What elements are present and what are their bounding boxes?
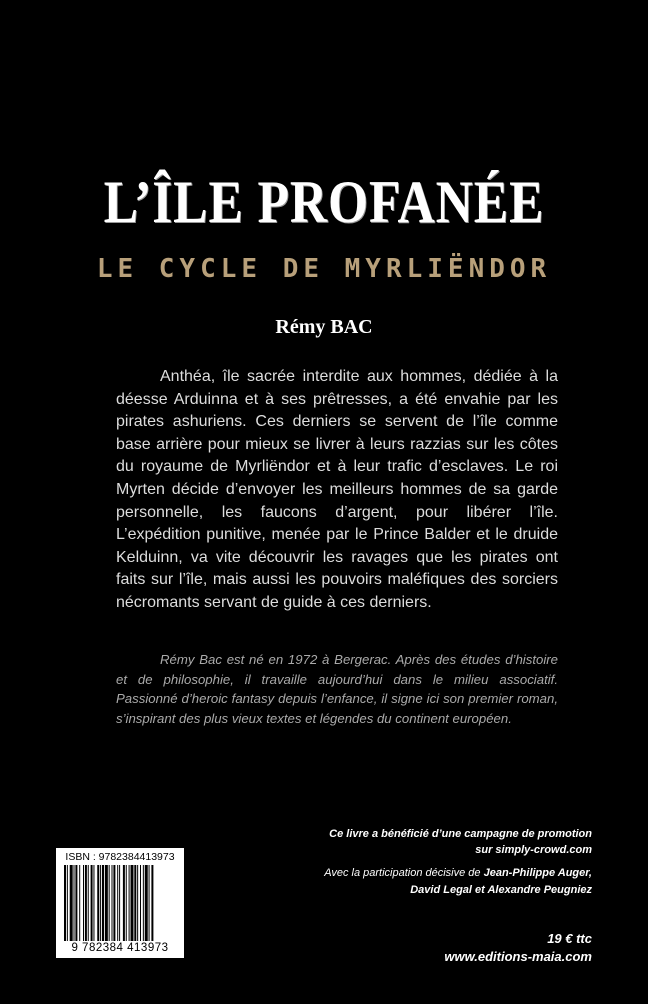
- barcode-bar: [67, 865, 68, 941]
- participation-names-1: Jean-Philippe Auger,: [483, 867, 592, 879]
- barcode-bar: [143, 865, 144, 941]
- barcode-bar: [109, 865, 110, 941]
- barcode-bar: [149, 865, 150, 941]
- barcode-bar: [117, 865, 118, 941]
- synopsis-paragraph: Anthéa, île sacrée interdite aux hommes, dédiée à la déesse Arduinna et à ses prêtresses, a été envahie par les pirates ashuriens. Ces derniers se servent de l’île comme base arrière pour mieux se livrer à leurs razzias sur les côtes du royaume de Myrliëndor et à leur trafic d’esclaves. Le roi Myrten décide d’envoyer les meilleurs hommes de sa garde personnelle, les faucons d’argent, pour libérer l’île. L’expédition punitive, menée par le Prince Balder et le druide Kelduinn, va vite découvrir les ravages que les pirates ont faits sur l’île, mais aussi les pouvoirs maléfiques des sorciers nécromants servant de guide à ces derniers.: [116, 368, 558, 611]
- barcode: [56, 848, 184, 958]
- promo-site: simply-crowd.com: [495, 844, 592, 856]
- barcode-bar: [113, 865, 115, 941]
- author-name: Rémy BAC: [275, 316, 373, 338]
- participation-names-2: David Legal et Alexandre Peugniez: [410, 884, 592, 896]
- barcode-bar: [64, 865, 66, 941]
- barcode-bar: [97, 865, 99, 941]
- publisher-website: www.editions-maia.com: [444, 949, 592, 964]
- promo-note: [252, 826, 592, 858]
- author-bio: Rémy Bac est né en 1972 à Bergerac. Après des études d’histoire et de philosophie, il travaille aujourd’hui dans le milieu associatif. Passionné d’heroic fantasy depuis l’enfance, il signe ici son premier roman, s’inspirant des plus vieux textes et légendes du continent européen.: [116, 652, 558, 726]
- promo-line-2-prefix: sur: [475, 844, 496, 856]
- promo-line-1: Ce livre a bénéficié d’une campagne de promotion: [329, 828, 592, 840]
- barcode-bar: [88, 865, 89, 941]
- barcode-bar: [70, 865, 73, 941]
- barcode-bar: [83, 865, 84, 941]
- barcode-bar: [140, 865, 141, 941]
- barcode-bar: [112, 865, 113, 941]
- barcode-bar: [131, 865, 134, 941]
- barcode-bar: [93, 865, 94, 941]
- barcode-bar: [75, 865, 77, 941]
- barcode-bar: [151, 865, 153, 941]
- participation-note: [192, 865, 592, 899]
- book-title: L’ÎLE PROFANÉE: [103, 169, 545, 235]
- barcode-bar: [74, 865, 75, 941]
- barcode-bar: [134, 865, 136, 941]
- isbn-label: ISBN : 9782384413973: [65, 851, 175, 863]
- barcode-bar: [129, 865, 130, 941]
- barcode-bar: [119, 865, 120, 941]
- barcode-bar: [126, 865, 127, 941]
- barcode-bar: [85, 865, 87, 941]
- barcode-bar: [105, 865, 108, 941]
- barcode-bars: [62, 865, 178, 941]
- barcode-bar: [123, 865, 125, 941]
- price: 19 € ttc: [547, 931, 592, 946]
- barcode-bar: [102, 865, 104, 941]
- barcode-digits: 9 782384 413973: [71, 942, 169, 954]
- barcode-bar: [91, 865, 93, 941]
- barcode-bar: [145, 865, 148, 941]
- barcode-bar: [79, 865, 80, 941]
- participation-prefix: Avec la participation décisive de: [324, 867, 484, 879]
- barcode-bar: [100, 865, 101, 941]
- barcode-bar: [137, 865, 138, 941]
- series-subtitle: LE CYCLE DE MYRLIËNDOR: [96, 254, 552, 284]
